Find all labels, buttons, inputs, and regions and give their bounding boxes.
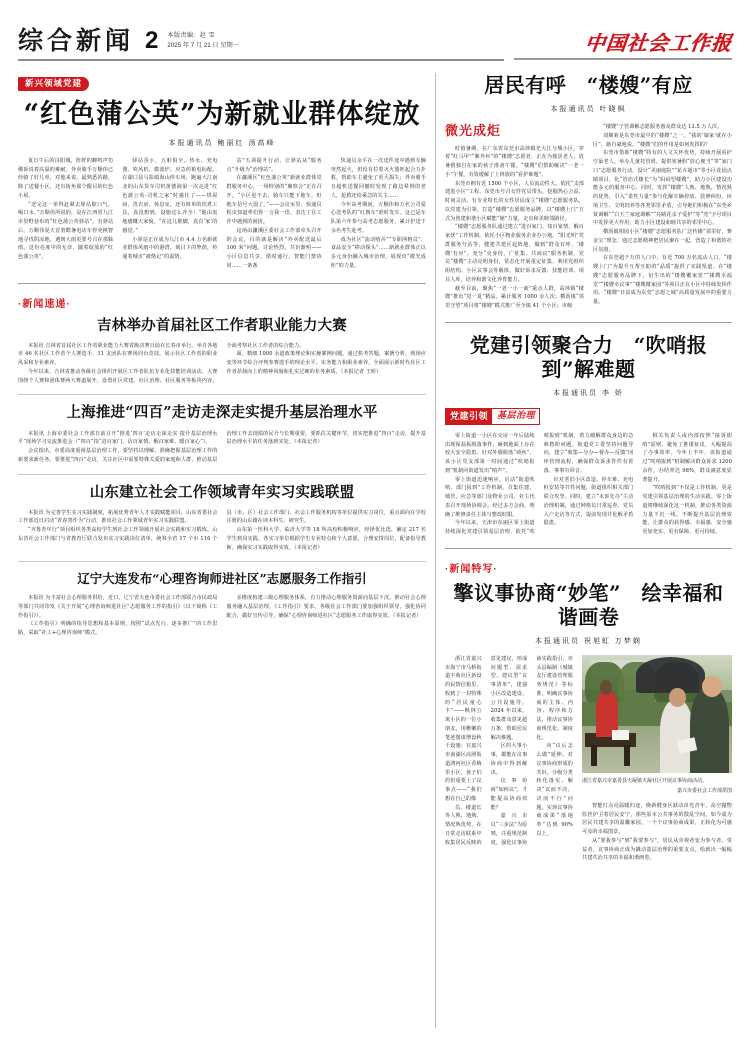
feature-article	[445, 559, 732, 863]
caption-source: 嘉兴市委社会工作部供图	[676, 788, 732, 795]
paragraph: 议事协商“如何议”，才能提高协商效能？	[490, 778, 528, 811]
paragraph: 成为社区“流动哨兵”“专职网格员”、食品安全“移动探头”……新就业群体正以多元身份融入城市治理，展现出“微光成炬”的力量。	[330, 236, 426, 269]
feature-headline: 擎议事协商“妙笔” 绘幸福和谐画卷	[453, 580, 724, 629]
news-brief-headline: 山东建立社会工作领域青年实习实践联盟	[89, 483, 355, 501]
caption-text: 浙江省嘉兴市嘉善县天凝镇天凝社区开展议事协商活动。	[582, 777, 708, 784]
lou-sao-headline: 居民有呼 “楼嫂”有应	[484, 73, 693, 97]
feature-body-tail	[582, 802, 732, 863]
paragraph: 向“议后怎么做”延伸，对议事协商形成的共识，分级分类转化落实，解决“议而不决、决而不行”问题，实现议事协商成果“落地率”达到 90% 以上。	[536, 743, 573, 837]
lead-article	[18, 73, 426, 271]
lou-sao-col-2	[593, 123, 732, 311]
photo-table-leg	[624, 745, 630, 766]
feature-photo-caption	[582, 777, 732, 796]
paragraph: 从“要我参与”到“我要参与”，居民从旁观者变为参与者、受益者，议事协商正成为撬动基层治理的重要支点，绘就出一幅幅共建共治共享的幸福和谐画卷。	[582, 837, 732, 862]
paragraph: 多维度构建三级心理服务体系，有力推动心理服务资源向基层下沉，推动社会心理服务融入基层治理。《工作指引》要求，各级社会工作部门要加强组织领导，强化协同配合，做好宣传引导，确保“心理咨询师进社区”志愿服务工作取得实效。（本报记者）	[226, 595, 426, 619]
photo-person-head	[600, 680, 612, 695]
paragraph: 山东第一医科大学、临沂大学等 18 所高校积极响应，经择优比选，确定 217 名学生到岗实践。各实习单位根据学生专业特点和个人意愿，合理安排岗位，配备指导教师，确保实习实践取得实效。（本报记者）	[226, 527, 426, 551]
lou-sao-col-1	[445, 123, 584, 311]
masthead	[18, 0, 732, 53]
lou-sao-article	[445, 73, 732, 311]
news-briefs-tag: ·新闻速递·	[18, 298, 71, 310]
paragraph: 今年以来，吉林省推动各级社会组织开展区工作者队伍专业化技能培训活动。大赛围绕个人赛和团体赛两大赛道展开，设置社区党建、社区治理、社区服务等板块内容，全面考察社区工作者的综合能力。	[18, 342, 305, 384]
lead-article-headline: “红色蒲公英”为新就业群体绽放	[23, 99, 421, 130]
photo-person-resident	[660, 700, 693, 773]
news-brief-body	[18, 509, 426, 553]
paragraph: 快递员余平在一次送件途中遇到车辆突然起火，但没有拉着灭火器旺起合力扑救，帮助车主避免了更大损失；外卖骑手且超机送餐回撤时发现了路边晕倒的老人，抢救还给乘急的失主……	[330, 157, 426, 199]
feature-text-block	[445, 655, 573, 863]
news-brief-body	[18, 594, 426, 638]
news-briefs-section	[18, 294, 426, 638]
feature-photo-block	[582, 655, 732, 863]
paragraph: “楼嫂”子管调解志愿服务惠及群众达 13.5 万人次。	[603, 124, 723, 130]
dangjian-byline: 本报通讯员 李 娇	[553, 389, 624, 397]
photo-umbrella	[636, 657, 705, 692]
page-number: 2	[145, 27, 159, 54]
lead-article-byline: 本报通讯员 鲍丽红 汤高峰	[168, 139, 276, 147]
paragraph: 刘顺菊是东莞市最早的“楼嫂”之一。“我的‘娘家’就在小区”，她自豪地说。“楼嫂”们的作用是如何发挥的？	[593, 132, 732, 148]
right-region	[445, 73, 732, 1028]
lou-sao-body-right	[593, 123, 732, 307]
feature-tag: ·新闻特写·	[445, 563, 498, 575]
paragraph: 东莞市借助“楼嫂”特有的人文关怀优势，持续开展看护空巢老人、举办儿童托管班、提供寒暑假“放心便当”等“家门口”志愿服务行动，设计“美丽庭院”“花卉超市”等小区花园点睛项目，化“管治式楼长”为“码码型楼嫂”，助力小区建设功能多元的服务中心，同时，发挥“楼嫂”人熟、地熟、情况熟的优势，引入“柔性力量”参与化解车辆停放、装修纠纷、环境卫生、文明饲养等各类邻里矛盾，引导她们积极在“东莞乡贤调解”“白玉兰家庭调解”“亮睛花亲子爱护”等“莞”字号项目中发挥更大作用，助力小区建设和睦共享的邻里中心。	[593, 150, 732, 227]
news-brief-body	[18, 342, 426, 386]
photo-document	[612, 730, 629, 739]
paragraph: 这场由濂溪区委社会工作部牵头召开的会议，目的就是解决“外卖配送最后 100 米”问题。讨论热烈，共识渐明——小区信息共享、错时通行、智能门禁协同……一条条	[226, 227, 322, 269]
column-divider	[435, 73, 436, 1028]
paragraph: 零上街道迅速响应，启动“街道吹哨、部门报到”工作机制，召集住建、城管、应急等部门及物业公司、业主代表召开现场协调会。经过多方会商，明确了维修责任主体与整改时限。	[445, 476, 535, 518]
paragraph: 智能灯点亮温暖归途，焕新健身区跃动昂光青年，高空抛物监控护卫着居民安宁，那些原本公共事务的散乱空间，如今成为居民共建共享的温馨家园。一个个议事协商成果，正转化为可感可及的幸福图景。	[582, 802, 732, 836]
paragraph: 今年以来，天津市东丽区零上街道持续深化党建引领基层治理，依托“吹哨报到”机制，着力破解群众身边的急难愁盼问题。街道党工委坚持问题导向，建立“收集—分办—督办—反馈”闭环管理流程，确保群众诉求件件有着落、事事有回音。	[445, 432, 634, 536]
paragraph: “齐鲁青年行”项目组织各类高校学生到社会工作领域开展社会实践和实习锻炼。山东省社会工作部门与省教育厅联合发布实习实践岗位清单，统筹全省 17 个市 116 个县（市、区）社会工作部门、社会工作服务机构等单位提供实习岗位，重点面向在学校注册的山东籍在读本科生、研究生。	[18, 509, 426, 542]
paragraph: 站”五项提升行动，让驿站从“服务点”升级为“治理站”。	[226, 157, 322, 173]
divider	[18, 283, 426, 284]
news-brief-headline: 上海推进“四百”走访走深走实提升基层治理水平	[66, 404, 378, 422]
paragraph: 员、楼道长等人熟、地熟、情况熟优势，在日常走访联系中收集居民反映的意见建议，形成问题型、需求型、建议型“议事清单”，建强小区改造建设、公共设施等。2024 年以来，收集群众意见超万条，帮助居民解决难题。	[445, 655, 528, 846]
news-brief-body	[18, 430, 426, 465]
brand-logo: 中国社会工作报	[583, 31, 734, 55]
paragraph: 东莞市拥有近 1500 个小区，人员流动性大。依托“支部建进小区”工程，东莞市号召女性党员带头，挖掘热心公益、时间灵活、有专业特长的女性居民成立“楼嫂”志愿服务队，以党建为引领，打造“楼嫂”志愿服务品牌，以“楼嫂上门”方式为创建和谐小区赋能“她”力量，走出和美睦邻路径。	[445, 180, 584, 222]
divider	[445, 322, 732, 323]
divider	[18, 394, 426, 395]
dangjian-body	[445, 432, 732, 537]
divider	[445, 548, 732, 549]
paragraph: 今年高考期间，万顺伟和万名公司爱心送考队的“红旗车”准时发车。这已是车队第六年参与高考志愿服务，累计护送千余名考生赴考。	[330, 201, 426, 234]
paragraph: “送完这一单得赶紧去驿站歇口气，喝口水。”万顺伟所说的，是在江西省九江市里野巷布的“红色蒲公英驿站”。有驿站后，万顺伟夏天冒着酷暑电动车停充换智地寻找阴凉地，遇到大雨更要号召在那躲雨。这份亮度中的无奈，随着绽放的“红色蒲公英”。	[18, 201, 114, 261]
paragraph: 本报讯 吉林省首届社区工作者职业能力大赛省级决赛日前在长春市举行。举自各地市 46 名社区工作者个人赛选手、11 支团队在赛场同台竞技，展示社区工作者的职业风采和专业素养。	[18, 342, 218, 367]
paragraph: 截至目前，聚焦“一老一小一新”重点人群，高埗镇“楼嫂”推出“觉一夏”精品，累计服务 1000 余人次；横沥镇“邻里守望”项目将“楼嫂”模式推广至全镇 41 个小区；市级	[445, 285, 584, 310]
dangjian-article	[445, 333, 732, 537]
lead-article-tag: 新兴领域党建	[18, 77, 89, 91]
news-brief-headline: 吉林举办首届社区工作者职业能力大赛	[97, 316, 347, 334]
masthead-rule-left	[18, 59, 504, 61]
photo-person-head	[702, 676, 722, 697]
photo-person-resident	[690, 688, 729, 773]
feature-byline: 本报通讯员 祝旭虹 万梦娴	[535, 637, 642, 645]
paragraph: “吹哨报到”不仅是工作机制，更是党建引领基层治理的生动实践。零上街道将继续深化这一机制，推动各类资源力量下沉一线，不断提升基层治理效能，让群众的获得感、幸福感、安全感更加充实、更有保障、更可持续。	[642, 485, 732, 536]
paragraph: 小驿站正在成为九江市 4.4 万名新就业群体风雨中的港湾。刻目下的挚荫，传递着城市“被烙记”的温情。	[122, 236, 218, 261]
masthead-rule-right	[514, 58, 732, 60]
dangjian-tag-right: 基层治理	[492, 409, 539, 424]
paragraph: 本报讯 为完善学生实习实践制度，拓展优秀青年人才实践赋能项目，山东省委社会工作部近日启动“青春善作为”行动，推出社会工作领域青年实习实践联盟。	[18, 509, 218, 525]
lead-article-body	[18, 157, 426, 271]
masthead-meta	[167, 31, 239, 53]
paragraph: 《工作指引》明确的指导思想和基本原则，按照“试点先行、逐步推广”的工作思路，采取“社工+心理咨询师”模式。	[18, 621, 218, 637]
paragraph: 会议指出，市委高度重视基层治理工作，要坚持以理解、准确把握基层治理工作的新要求新任务，要推进“四百”走访，关注社区中需要特殊关爱的家庭和人群，推动基层治理工作去现质的民升与长期重要，要抓住关键环节，切实把推进“四百”走访，提升基层治理水平的任务落到实处。（本报记者）	[18, 430, 426, 463]
news-brief-headline: 辽宁大连发布“心理咨询师进社区”志愿服务工作指引	[77, 571, 367, 587]
paragraph: 在东莞超千万的人口中，有近 700 万名流动人口。“楼嫂上门”为提升互帮互助的“品质”提供了实践渠道。在“楼嫂”志愿服务品牌下，衍生出的“楼嫂覆家宽”“楼嫂幸福堂”“楼嫂幸议事”“楼嫂微家园”等项目正在小区中持续发挥作用。“楼嫂”日益成为东莞“志愿之城”高质量发展中的重要力量。	[593, 255, 732, 305]
paragraph: 在濂溪区“红色蒲公英”新就业群体党群服务中心，一场特别的“廉察会”正在召开。“小区进不去，骑车只能下地车，但地车信号大弱了。”——会议室里，快递员程虫知道率们你一言我一语，表达了在工作中遇到的困扰。	[226, 175, 322, 226]
feature-photo	[582, 655, 732, 773]
news-brief-item	[18, 317, 426, 386]
masthead-left	[18, 28, 239, 53]
paragraph: 嘉兴市以“三步法”为原则，注重规范制度，强化议事协商实践指引，牵头县编制《城镇友厅建设管理服务规范》等标准，明确议事协商的主体、内容、程序和方法，推动议事协商规范化、制度化。	[490, 655, 573, 846]
photo-person-head	[669, 688, 686, 707]
paragraph: 相关负责人或内部按照“接诉即哨”原则，避免了推诿扯皮，大幅提高了办事效率。今年上半年，该街道通过“吹哨报到”机制解决群众诉求 1200 余件，办结率达 98%，群众满意度显著提升。	[642, 432, 732, 483]
page-grid	[18, 73, 732, 1028]
lou-sao-byline: 本报通讯员 叶晓枫	[550, 106, 627, 113]
masthead-right	[514, 33, 732, 53]
news-brief-item	[18, 571, 426, 637]
photo-table-leg	[591, 745, 597, 766]
paragraph: 浙江省嘉兴市海宁市马桥街道丰收社区新设的民情信箱里，收到了一封特殊的“居民童心卡”——枫林公寓小区的一位小朋友，用稚嫩的笔迹图谈增设秋千设施；在嘉兴市南湖区高照街道鸿河社区香梅里小区，孩子们的但重要上了议事点——“我们想在自己的像	[445, 655, 482, 802]
news-brief-item	[18, 484, 426, 553]
left-region	[18, 73, 426, 1028]
editor-line: 本版责编：赵 雪	[167, 31, 215, 39]
paragraph: 驿站虽小，五脏俱全。热水、充电器、吹风机、微波炉、应急药箱电标配。在湖口县马影镇海山停车场，跑遍大江南北的山东货车司机黄德海第一次走进“红色蒲公英·司机之家”时感住了——烘屋间、洗衣房、休息室，还有简单的炊煮工具，真没想到，设施这么齐全！“他由衷地感慨大家貌。“在这儿歇脚，真有‘家’的感觉。”	[122, 157, 218, 234]
paragraph: 零上街道一小区在交房一年后陆续出现保温板脱落事件，砸到地面上存在较大安全隐患。针对外墙脱落“顽疾”，该小区党支部第一时间通过“吹哨报到”机制向街道发出“哨声”。	[445, 432, 535, 474]
news-brief-item	[18, 404, 426, 464]
paragraph: 本报讯 为丰富社会心理服务供给，近日，辽宁省大连市委社会工作部联合市民政局等部门共同印发《关于开展“心理咨询师进社区”志愿服务工作的指引》（以下简称《工作指引》）。	[18, 595, 218, 619]
paragraph: 区的大事小事，都能在议事协商中得到解决。	[490, 743, 528, 776]
divider	[18, 474, 426, 475]
paragraph: 夏日午后的浔阳城，阵阵的蝉鸣声仿佛诉说着高温的难耐。外卖骑手万顺伟已经骑了好几单，对他来说，最熟悉的路，除了送餐小区，还有街角那个醒目的红色小屋。	[18, 157, 114, 199]
dangjian-headline: 党建引领聚合力 “吹哨报到”解难题	[469, 332, 708, 381]
dangjian-tag-left: 党建引领	[446, 409, 492, 424]
paragraph: 横沥镇相园小区“楼嫂”志愿服务队广泛传播“邻里好，赛金宝”理念，通过志愿精神把居民聚在一起，营造了和谐的社区氛围。	[593, 229, 732, 253]
dangjian-tag-box	[445, 408, 540, 425]
lou-sao-subhead: 微光成炬	[445, 123, 502, 138]
paragraph: 面、精细 1000 余道政策理论和实操案例问题，通过机考答题、案例分析、现场应变等环节综合评判参赛选手的理论水平、实务能力和职业素养，全面展示新时代社区工作者昂扬向上的精神风貌和扎实过硬的业务素质。（本报记者 王昕）	[226, 351, 426, 375]
page-title: 综合新闻	[18, 26, 135, 55]
date-line: 2025 年 7 月 21 日 星期一	[167, 41, 239, 49]
feature-body	[445, 655, 573, 848]
paragraph: “楼嫂”志愿服务队通过建立“进百家门、知百家情、解百家忧”工作机制，依托小区物业服务企业办公地、“阳光明”党群服务分站等，健建共建区起阵地，做到“群众有呼、‘楼嫂’有应”。充分“亮身份、广征集、共商议”服务机制，党员“楼嫂”主动亮明身份，常态化开展重定征集、利用党组织组结构、小区议事会等载体，做好诉求反馈、技能培训、项目人库，培养和谐文化养育能力。	[445, 224, 584, 283]
paragraph: 本报讯 上海市委社会工作部日前召开“推进‘四百’走访走深走实 提升基层治理水平”现场学习交流推进会（“四百”指“进百家门、访百家情、解百家难、暖百家心”）。	[18, 430, 218, 446]
paragraph: 针对老旧小区改造、停车难、充电桩安装等共性问题，街道组织相关部门联合攻坚。同时，建立“未诉先办”主动治理机制，通过网格员日常巡查、党员入户走访等方式，提前发现并化解矛盾隐患。	[543, 476, 634, 527]
divider	[18, 561, 426, 562]
paragraph: 时值暑期，在广东省东莞市高埗镇光大江与城小区，穿着“红马甲”“紫外衫”的“楼嫂”志愿者，正在为独居老人、放暑假独自在家的孩子准备午餐。“楼嫂”们帮助解决“一老一小”午餐，有效缓解了上班族的“看护难题”。	[445, 145, 584, 178]
lou-sao-body-left	[445, 145, 584, 311]
